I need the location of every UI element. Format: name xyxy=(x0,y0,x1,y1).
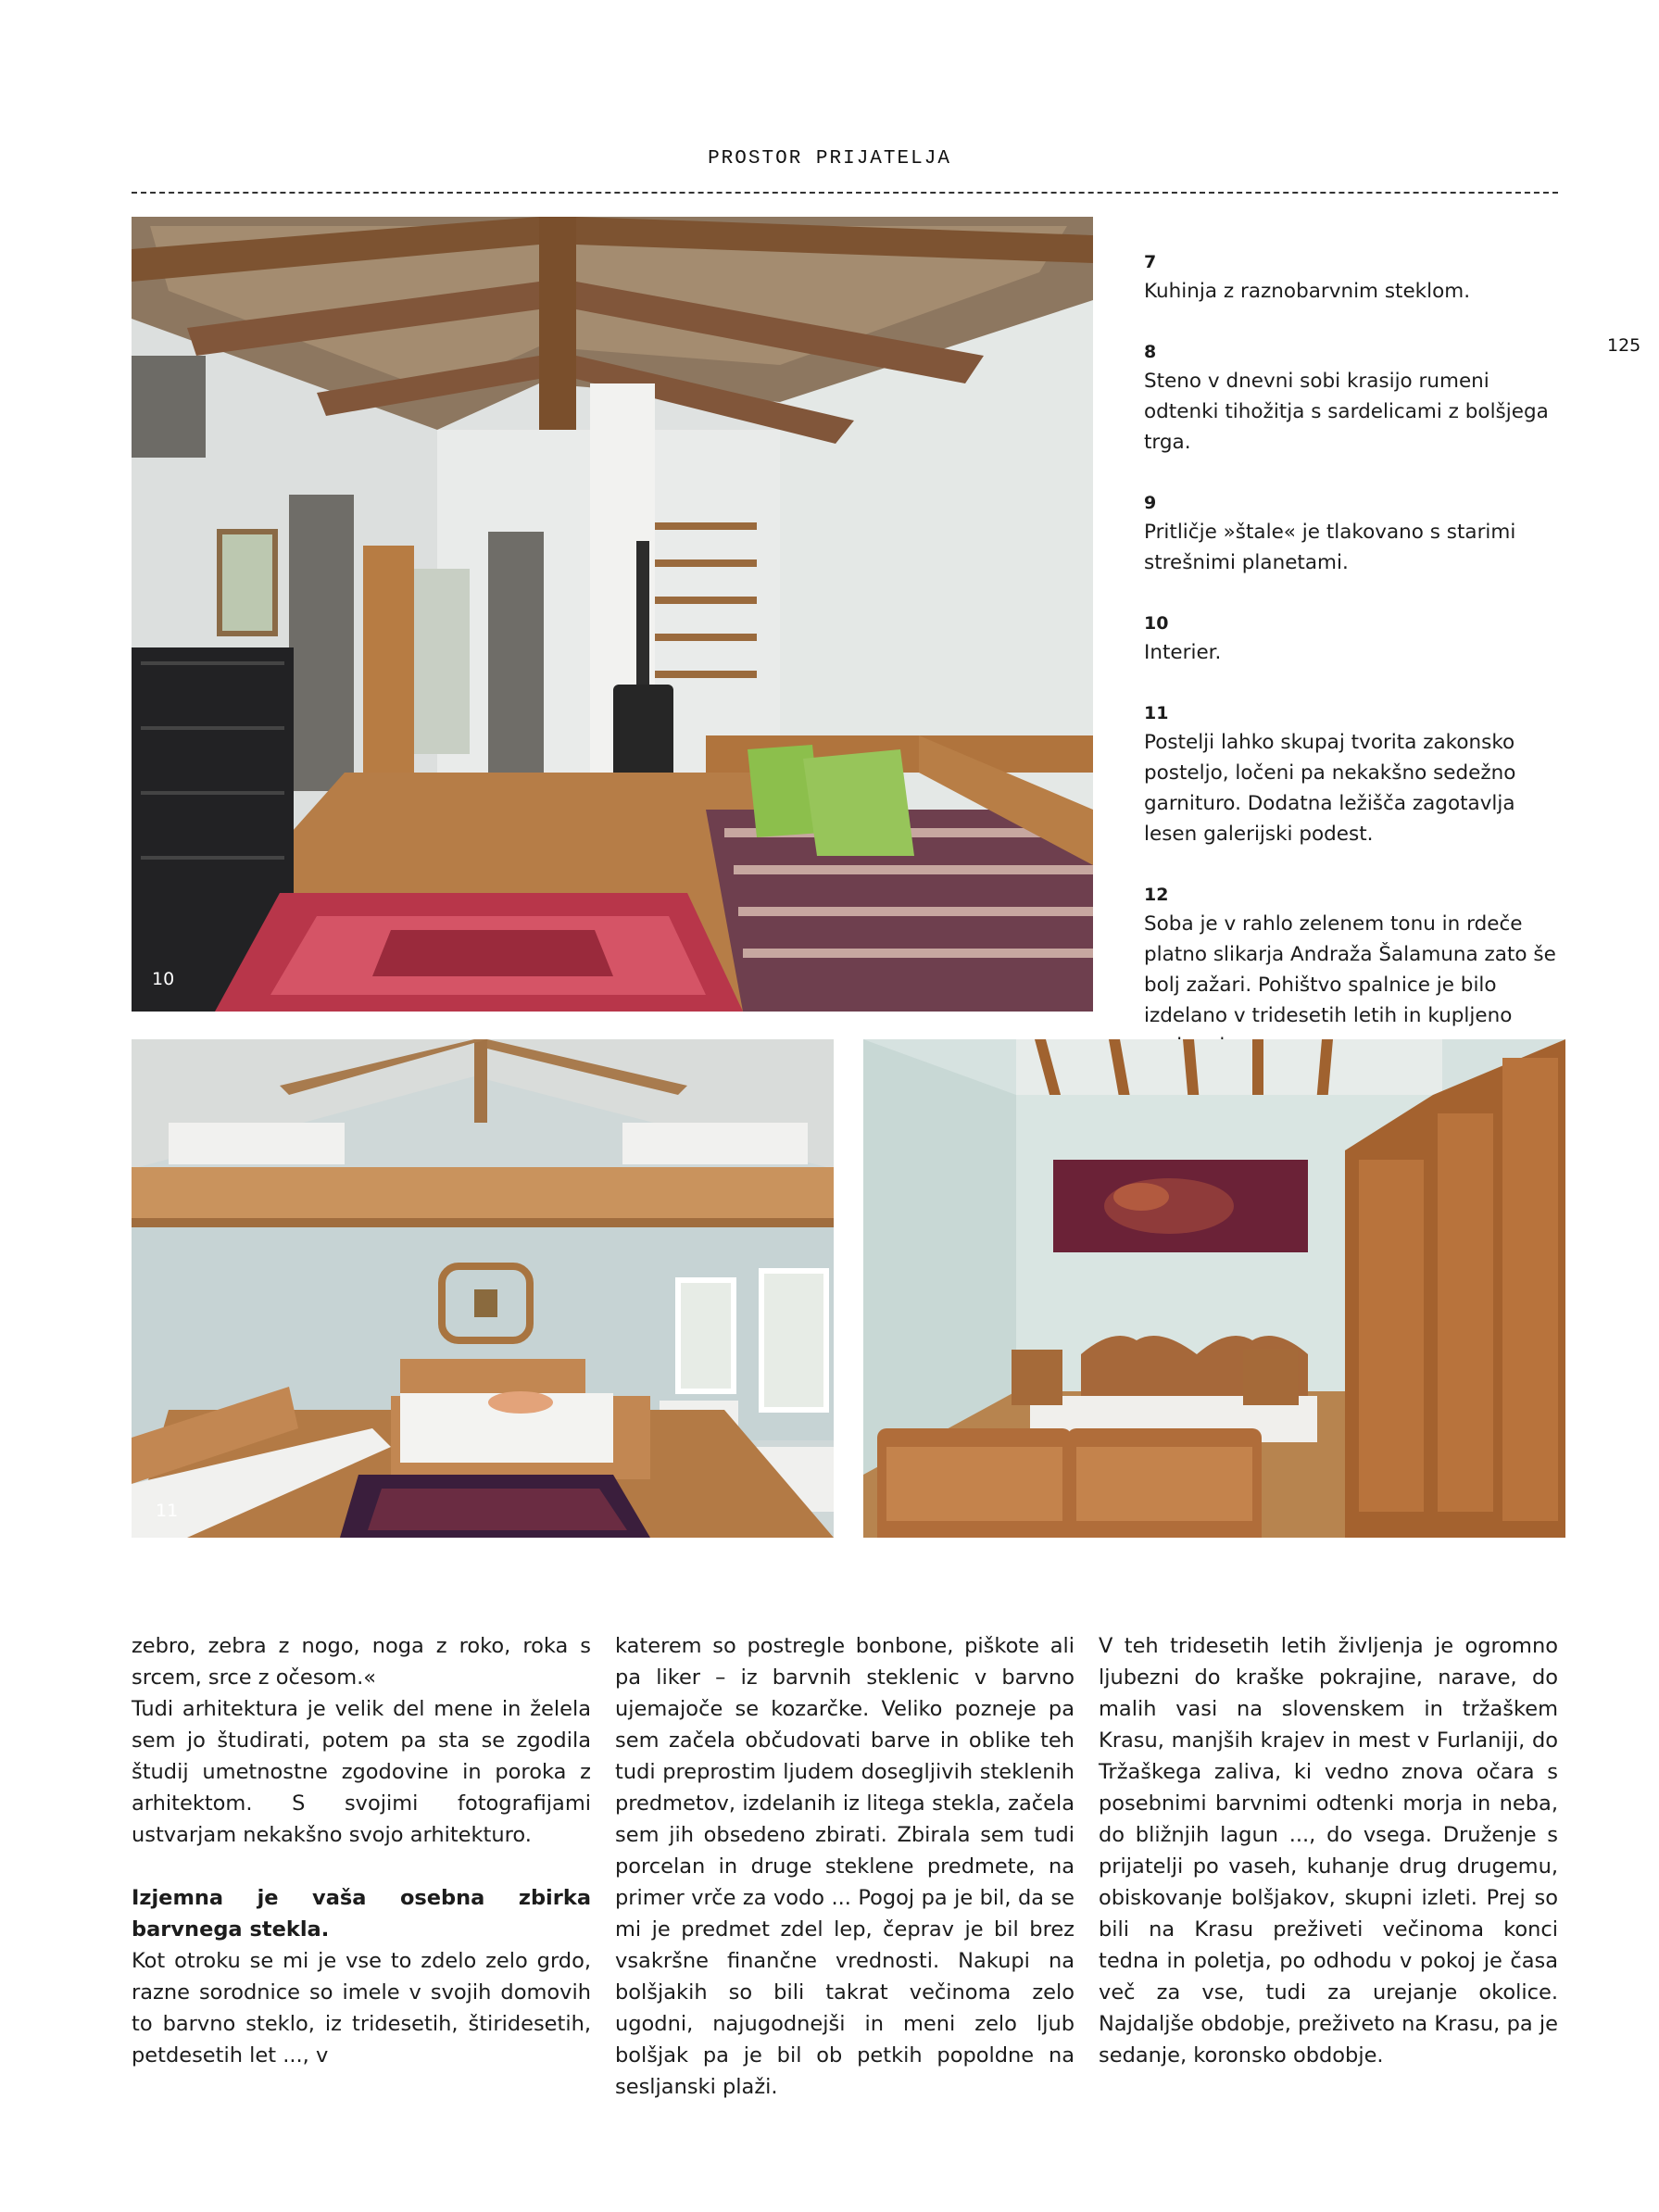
caption-number: 8 xyxy=(1144,342,1157,362)
header-divider xyxy=(132,192,1558,194)
caption-number: 11 xyxy=(1144,703,1169,723)
caption-item xyxy=(1144,610,1561,668)
paragraph-spacer xyxy=(132,1851,591,1882)
caption-item xyxy=(1144,699,1561,849)
photo-number-10: 10 xyxy=(152,969,175,989)
caption-number: 12 xyxy=(1144,885,1169,905)
caption-number: 7 xyxy=(1144,252,1157,272)
article-paragraph: zebro, zebra z nogo, noga z roko, roka s srcem, srce z očesom.« xyxy=(132,1634,591,1690)
caption-text: Postelji lahko skupaj tvorita zakonsko posteljo, ločeni pa nekakšno sedežno garnituro. Dodatna ležišča zagotavlja lesen galerijski podest. xyxy=(1144,731,1516,846)
caption-item xyxy=(1144,881,1561,1062)
caption-number: 9 xyxy=(1144,493,1157,513)
article-column-2 xyxy=(615,1630,1075,2103)
captions-list xyxy=(1144,248,1561,1093)
article-paragraph: Tudi arhitektura je velik del mene in želela sem jo študirati, potem pa sta se zgodila študij umetnostne zgodovine in poroka z arhitektom. S svojimi fotografijami ustvarjam nekakšno svojo arhitekturo. xyxy=(132,1697,591,1847)
section-title: PROSTOR PRIJATELJA xyxy=(708,148,951,170)
living-room-photo xyxy=(132,217,1093,1012)
article-column-1 xyxy=(132,1630,591,2071)
interview-question: Izjemna je vaša osebna zbirka barvnega stekla. xyxy=(132,1886,591,1942)
caption-text: Interier. xyxy=(1144,641,1222,664)
caption-number: 10 xyxy=(1144,613,1169,634)
caption-item xyxy=(1144,489,1561,578)
article-column-3 xyxy=(1099,1630,1558,2071)
caption-text: Steno v dnevni sobi krasijo rumeni odtenki tihožitja s sardelicami z bolšjega trga. xyxy=(1144,370,1549,454)
caption-item xyxy=(1144,248,1561,307)
article-paragraph: Kot otroku se mi je vse to zdelo zelo grdo, razne sorodnice so imele v svojih domovih to barvno steklo, iz tridesetih, štiridesetih, petdesetih let ..., v xyxy=(132,1949,591,2067)
green-bedroom-photo xyxy=(863,1039,1565,1538)
caption-text: Pritličje »štale« je tlakovano s starimi strešnimi planetami. xyxy=(1144,521,1516,574)
page-number: 125 xyxy=(1607,335,1641,356)
caption-item xyxy=(1144,338,1561,458)
photo-number-11: 11 xyxy=(156,1501,179,1521)
caption-text: Soba je v rahlo zelenem tonu in rdeče platno slikarja Andraža Šalamuna zato še bolj zažari. Pohištvo spalnice je bilo izdelano v tridesetih letih in kupljeno xyxy=(1144,912,1556,1027)
caption-text: Kuhinja z raznobarvnim steklom. xyxy=(1144,280,1471,303)
attic-bedroom-photo xyxy=(132,1039,834,1538)
article-paragraph: V teh tridesetih letih življenja je ogromno ljubezni do kraške pokrajine, narave, do malih vasi na slovenskem in tržaškem Krasu, manjših krajev in mest v Furlaniji, do Tržaškega zaliva, ki vedno znova očara s posebnimi barvnimi odtenki morja in neba, do bližnjih lagun ..., do vsega. Druženje s prijatelji po vaseh, kuhanje drug drugemu, obiskovanje bolšjakov, skupni izleti. Prej so bili na Krasu preživeti večinoma konci tedna in poletja, po odhodu v pokoj je časa več za vse, tudi za urejanje okolice. Najdaljše obdobje, preživeto na Krasu, pa je sedanje, koronsko obdobje. xyxy=(1099,1634,1558,2067)
article-paragraph: katerem so postregle bonbone, piškote ali pa liker – iz barvnih steklenic v barvno ujemajoče se kozarčke. Veliko pozneje pa sem začela občudovati barve in oblike teh tudi preprostim ljudem dosegljivih steklenih predmetov, izdelanih iz litega stekla, začela sem jih obsedeno zbirati. Zbirala sem tudi porcelan in druge steklene predmete, na primer vrče za vodo ... Pogoj pa je bil, da se mi je predmet zdel lep, čeprav je bil brez vsakršne finančne vrednosti. Nakupi na bolšjakih so bili takrat večinoma zelo ugodni, najugodnejši in meni zelo ljub bolšjak pa je bil ob petkih popoldne na sesljanski plaži. xyxy=(615,1634,1075,2099)
